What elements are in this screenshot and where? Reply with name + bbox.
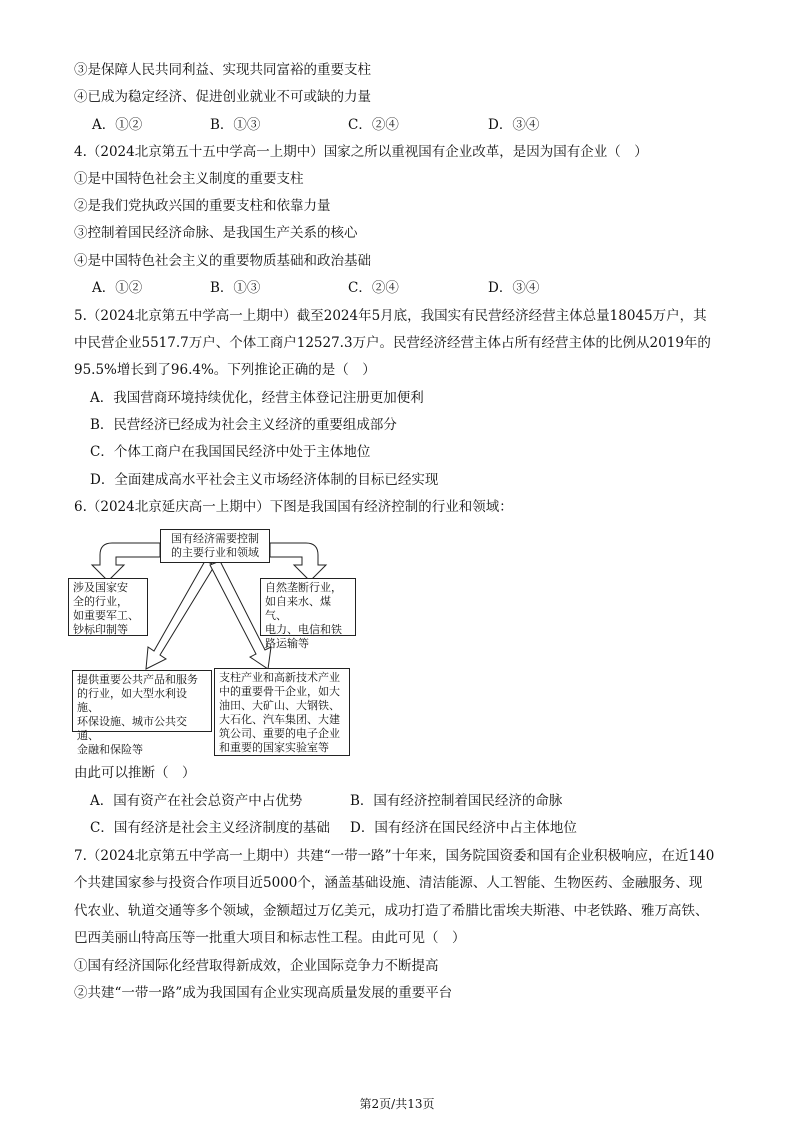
diagram-center-text: 国有经济需要控制 的主要行业和领域 [171,532,259,559]
arrow-left-top [92,543,160,581]
q7-item-2: ②共建“一带一路”成为我国国有企业实现高质量发展的重要平台 [74,985,453,1001]
diagram-right-bottom-box [214,668,350,756]
diagram-left-bottom-box [72,670,212,756]
q5-stem-line-1: 5.（2024北京第五中学高一上期中）截至2024年5月底，我国实有民营经济经营主体总量18045万户，其 [74,308,707,324]
q6-option-b: B．国有经济控制着国民经济的命脉 [350,793,563,809]
q5-option-a: A．我国营商环境持续优化，经营主体登记注册更加便利 [90,390,424,406]
q7-item-1: ①国有经济国际化经营取得新成效，企业国际竞争力不断提高 [74,958,439,974]
q5-option-d: D．全面建成高水平社会主义市场经济体制的目标已经实现 [90,472,439,488]
q3-item-3: ③是保障人民共同利益、实现共同富裕的重要支柱 [74,62,371,78]
q4-item-3: ③控制着国民经济命脉、是我国生产关系的核心 [74,225,358,241]
q3-option-a: A．①② [92,117,143,133]
q6-stem: 6.（2024北京延庆高一上期中）下图是我国国有经济控制的行业和领域： [74,499,513,515]
q5-option-b: B．民营经济已经成为社会主义经济的重要组成部分 [90,417,397,433]
q5-stem-line-3: 95.5%增长到了96.4%。下列推论正确的是（ ） [74,362,376,378]
q4-stem: 4.（2024北京第五十五中学高一上期中）国家之所以重视国有企业改革，是因为国有企业（ ） [74,144,648,160]
diagram-left-bottom-text: 提供重要公共产品和服务 的行业，如大型水利设施、 环保设施、城市公共交通、 金融和保险等 [77,673,198,756]
q4-option-a: A．①② [92,280,143,296]
q3-item-4: ④已成为稳定经济、促进创业就业不可或缺的力量 [74,89,371,105]
q5-stem-line-2: 中民营企业5517.7万户、个体工商户12527.3万户。民营经济经营主体占所有经营主体的比例从2019年的 [74,335,711,351]
q3-option-d: D．③④ [488,117,540,133]
q4-option-b: B．①③ [210,280,261,296]
page-footer: 第2页/共13页 [359,1097,435,1111]
arrow-left-bottom [146,561,215,669]
q7-stem-line-3: 代农业、轨道交通等多个领域，金额超过万亿美元，成功打造了希腊比雷埃夫斯港、中老铁路、雅万高铁、 [74,903,709,919]
diagram-right-top-text: 自然垄断行业， 如自来水、煤气、 电力、电信和铁 路运输等 [265,581,342,650]
q6-option-c: C．国有经济是社会主义经济制度的基础 [90,820,330,836]
q6-prompt: 由此可以推断（ ） [74,765,196,781]
arrow-right-top [270,543,326,581]
q5-option-c: C．个体工商户在我国国民经济中处于主体地位 [90,444,371,460]
q4-option-d: D．③④ [488,280,540,296]
diagram-left-top-text: 涉及国家安 全的行业， 如重要军工、 钞标印制等 [73,581,139,636]
diagram-right-top-box [260,578,356,650]
q6-option-d: D．国有经济在国民经济中占主体地位 [350,820,577,836]
q4-option-c: C．②④ [348,280,399,296]
q3-option-b: B．①③ [210,117,261,133]
q3-option-c: C．②④ [348,117,399,133]
q7-stem-line-1: 7.（2024北京第五中学高一上期中）共建“一带一路”十年来，国务院国资委和国有企业积极响应，在近140 [74,848,715,864]
q4-item-2: ②是我们党执政兴国的重要支柱和依靠力量 [74,198,331,214]
q6-option-a: A．国有资产在社会总资产中占优势 [90,793,303,809]
diagram-center-box [160,529,270,563]
diagram-left-top-box [68,578,148,636]
q7-stem-line-2: 个共建国家参与投资合作项目近5000个，涵盖基础设施、清洁能源、人工智能、生物医药、金融服务、现 [74,875,703,891]
q7-stem-line-4: 巴西美丽山特高压等一批重大项目和标志性工程。由此可见（ ） [74,930,466,946]
q4-item-4: ④是中国特色社会主义的重要物质基础和政治基础 [74,253,371,269]
q4-item-1: ①是中国特色社会主义制度的重要支柱 [74,171,304,187]
diagram-right-bottom-text: 支柱产业和高新技术产业 中的重要骨干企业，如大 油田、大矿山、大钢铁、 大石化、汽车集团、大建 筑公司、重要的电子企业 和重要的国家实验室等 [219,671,340,754]
